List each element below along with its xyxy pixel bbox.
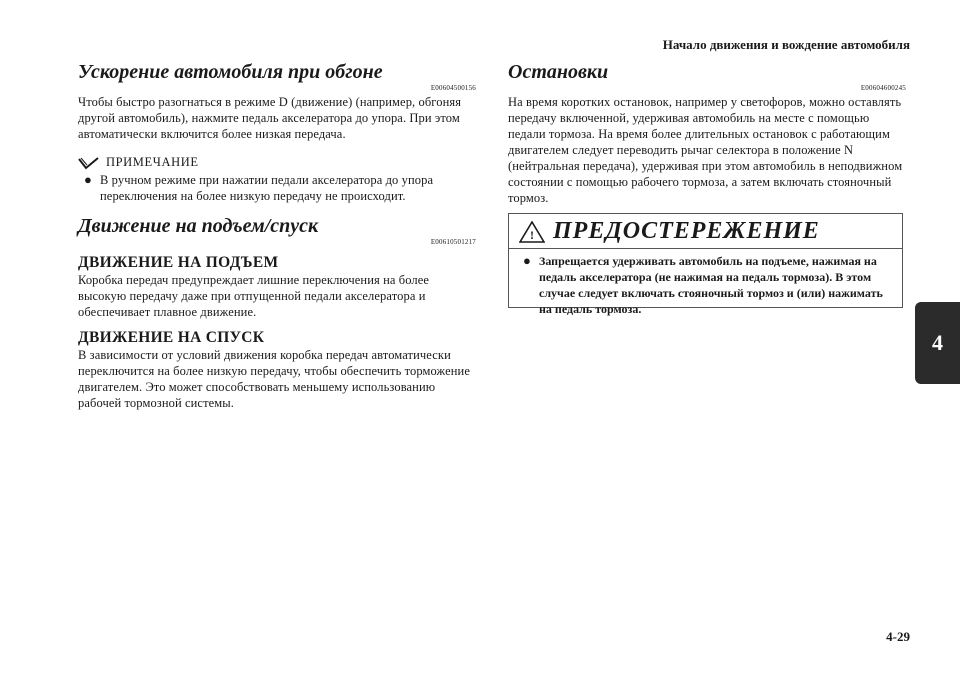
subheading-uphill: ДВИЖЕНИЕ НА ПОДЪЕМ bbox=[78, 254, 279, 271]
paragraph-uphill: Коробка передач предупреждает лишние переключения на более высокую передачу даже при отпущенной педали акселератора и обеспечивает плавное движение. bbox=[78, 273, 430, 319]
note-header bbox=[78, 155, 476, 170]
section-code: E00610501217 bbox=[430, 238, 476, 246]
section-title-slopes: Движение на подъем/спуск bbox=[78, 215, 319, 237]
note-text: В ручном режиме при нажатии педали акселератора до упора переключения на более низкую передачу не происходит. bbox=[100, 173, 434, 203]
chapter-tab bbox=[915, 302, 960, 384]
warning-box bbox=[508, 213, 903, 316]
bullet-icon: ● bbox=[84, 172, 92, 187]
chapter-number: 4 bbox=[932, 330, 943, 355]
warning-triangle-icon bbox=[519, 221, 545, 243]
page-number: 4-29 bbox=[886, 629, 910, 644]
section-code: E00604600245 bbox=[860, 84, 906, 92]
running-header: Начало движения и вождение автомобиля bbox=[662, 37, 910, 52]
section-title-overtaking: Ускорение автомобиля при обгоне bbox=[78, 61, 383, 83]
section-title-stops: Остановки bbox=[508, 61, 609, 83]
section-code: E00604500156 bbox=[430, 84, 476, 92]
warning-text: Запрещается удерживать автомобиль на подъеме, нажимая на педаль акселератора (не нажимая на педаль тормоза). В этом случае следует включать стояночный тормоз и (или) нажимать на педаль тормоза. bbox=[539, 254, 883, 316]
note-pencil-icon bbox=[78, 156, 100, 170]
svg-text:!: ! bbox=[530, 227, 534, 242]
paragraph-stops: На время коротких остановок, например у светофоров, можно оставлять передачу включенной, удерживая автомобиль на месте с помощью педали тормоза. На время более длительных остановок с работающим двигателем следует переводить рычаг селектора в положение N (нейтральная передача), удерживая при этом автомобиль в неподвижном состоянии с помощью рабочего тормоза, а затем включать стояночный тормоз. bbox=[508, 95, 903, 205]
paragraph-overtaking: Чтобы быстро разогнаться в режиме D (движение) (например, обгоняя другой автомобиль), нажмите педаль акселератора до упора. При этом автоматически включится более низкая передача. bbox=[78, 95, 462, 141]
note-label: ПРИМЕЧАНИЕ bbox=[106, 155, 199, 169]
warning-item bbox=[509, 249, 902, 317]
warning-header bbox=[509, 214, 902, 244]
subheading-downhill: ДВИЖЕНИЕ НА СПУСК bbox=[78, 329, 265, 346]
right-column bbox=[508, 60, 906, 206]
note-item bbox=[78, 172, 476, 204]
bullet-icon: ● bbox=[523, 253, 531, 268]
left-column bbox=[78, 60, 476, 411]
paragraph-downhill: В зависимости от условий движения коробка передач автоматически переключится на более низкую передачу, чтобы обеспечить торможение двигателем. Это может способствовать меньшему использованию рабочей тормозной системы. bbox=[78, 348, 470, 410]
warning-title: ПРЕДОСТЕРЕЖЕНИЕ bbox=[553, 218, 820, 244]
